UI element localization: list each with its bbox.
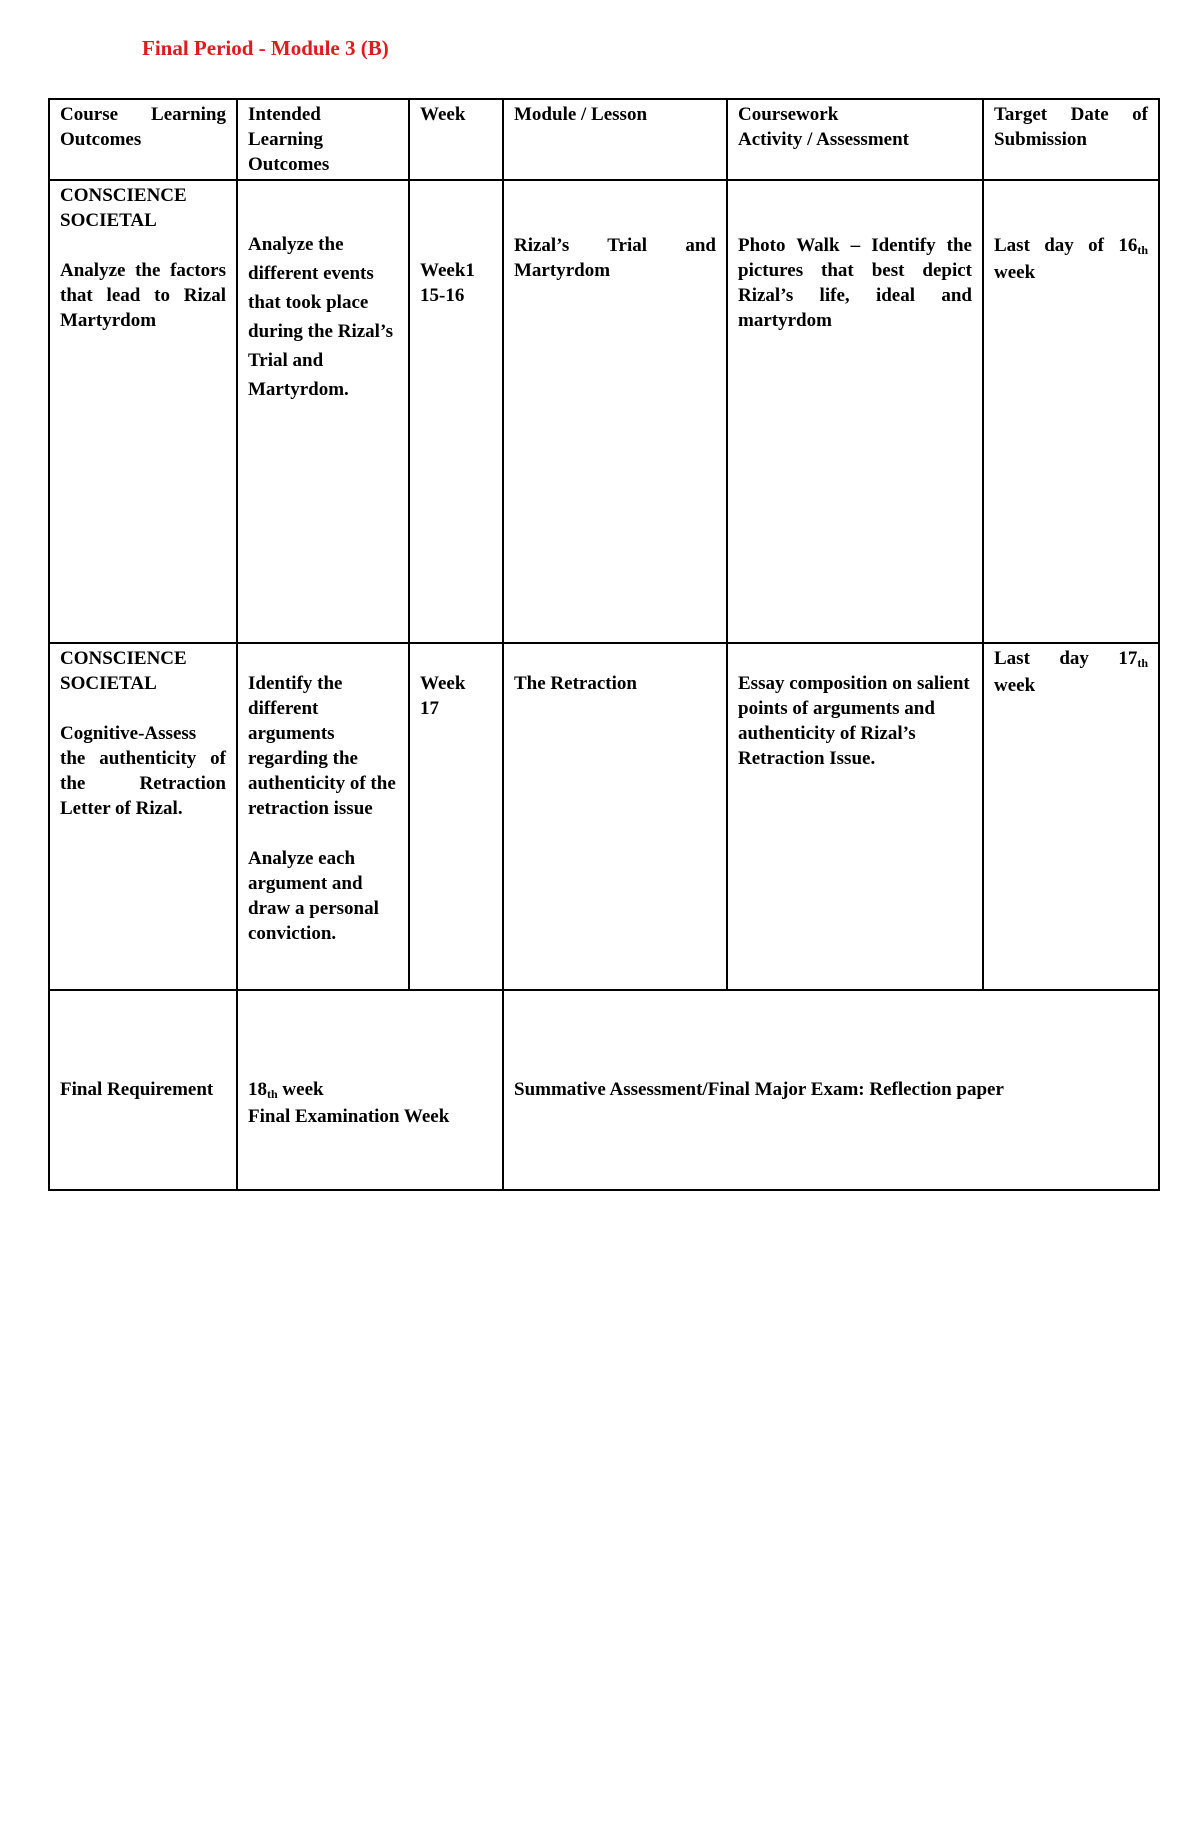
final-week-cell [237, 990, 503, 1190]
clo-text: Cognitive-Assess the authenticity of the Retraction Letter of Rizal. [60, 723, 226, 819]
target-line1 [994, 233, 1148, 260]
activity-cell [727, 180, 983, 643]
final-week-line1 [248, 1077, 492, 1104]
clo-heading: CONSCIENCE SOCIETAL [60, 185, 187, 231]
final-requirement-row [49, 990, 1159, 1190]
week-cell [409, 180, 503, 643]
activity-text: Photo Walk – Identify the pictures that best depict Rizal’s life, ideal and martyrdom [738, 235, 972, 331]
page-title: Final Period - Module 3 (B) [142, 36, 389, 60]
header-intended-learning-outcomes: Intended Learning Outcomes [237, 99, 409, 180]
target-cell [983, 643, 1159, 990]
ilo-text-part1: Identify the different arguments regarding the authenticity of the retraction issue [248, 673, 396, 819]
final-label: Final Requirement [60, 1079, 214, 1100]
target-cell [983, 180, 1159, 643]
activity-text: Essay composition on salient points of arguments and authenticity of Rizal’s Retraction Issue. [738, 673, 970, 769]
clo-cell [49, 180, 237, 643]
target-prefix: Last day of 16 [994, 235, 1138, 256]
lesson-cell [503, 643, 727, 990]
week-line1: Week1 [420, 260, 475, 281]
week-line1: Week [420, 673, 466, 694]
lesson-text: Rizal’s Trial and Martyrdom [514, 235, 716, 281]
final-week-sup: th [267, 1087, 278, 1101]
activity-cell [727, 643, 983, 990]
final-assessment-cell [503, 990, 1159, 1190]
ilo-cell [237, 180, 409, 643]
target-suffix: week [994, 262, 1036, 283]
header-week: Week [409, 99, 503, 180]
table-row [49, 180, 1159, 643]
ilo-cell [237, 643, 409, 990]
clo-text: Analyze the factors that lead to Rizal Martyrdom [60, 260, 226, 331]
target-suffix: week [994, 675, 1036, 696]
week-cell [409, 643, 503, 990]
lesson-text: The Retraction [514, 673, 637, 694]
ilo-text-part2: Analyze each argument and draw a personal conviction. [248, 848, 379, 944]
header-target-date: Target Date of Submission [983, 99, 1159, 180]
header-coursework-line1: Coursework [738, 104, 839, 125]
target-line1 [994, 646, 1148, 673]
ilo-text: Analyze the different events that took place during the Rizal’s Trial and Martyrdom. [248, 234, 393, 400]
final-label-cell [49, 990, 237, 1190]
final-assessment: Summative Assessment/Final Major Exam: Reflection paper [514, 1079, 1004, 1100]
clo-heading: CONSCIENCE SOCIETAL [60, 648, 187, 694]
target-sup: th [1137, 656, 1148, 670]
header-course-learning-outcomes: Course Learning Outcomes [49, 99, 237, 180]
table-header-row [49, 99, 1159, 180]
table-row [49, 643, 1159, 990]
header-coursework-line2: Activity / Assessment [738, 129, 909, 150]
clo-cell [49, 643, 237, 990]
target-prefix: Last day 17 [994, 648, 1138, 669]
header-coursework-activity [727, 99, 983, 180]
target-sup: th [1137, 243, 1148, 257]
header-module-lesson: Module / Lesson [503, 99, 727, 180]
week-line2: 17 [420, 698, 439, 719]
week-line2: 15-16 [420, 285, 465, 306]
final-week-prefix: 18 [248, 1079, 267, 1100]
learning-plan-table [48, 98, 1160, 1191]
final-week-line2: Final Examination Week [248, 1106, 450, 1127]
lesson-cell [503, 180, 727, 643]
final-week-suffix: week [277, 1079, 324, 1100]
